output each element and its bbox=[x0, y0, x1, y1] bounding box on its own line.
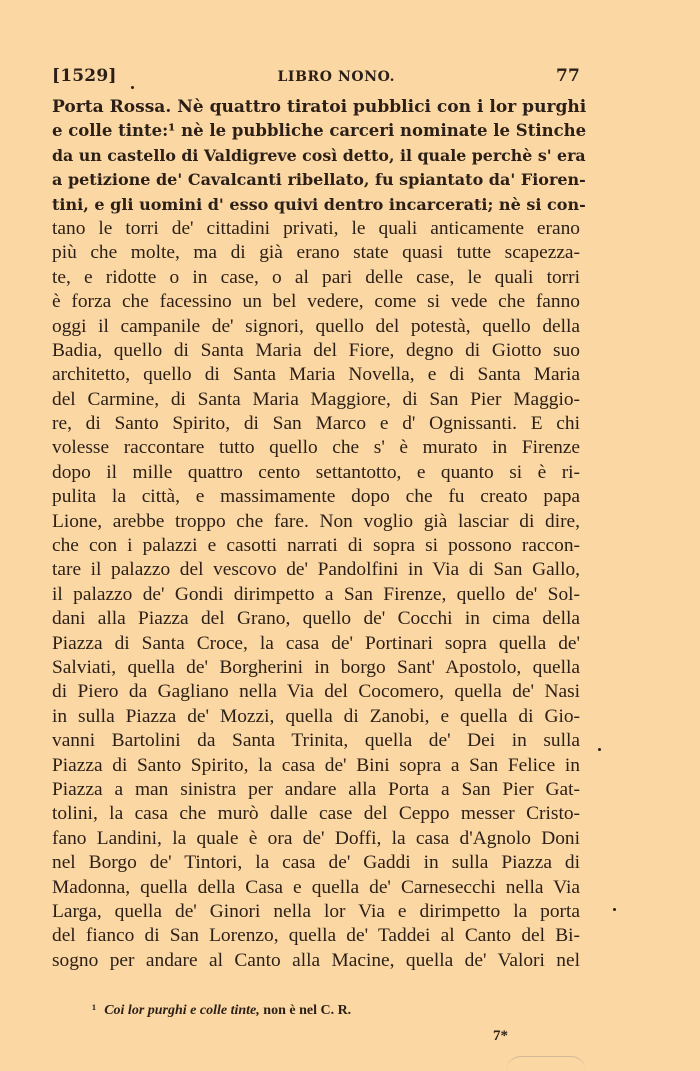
stray-dot bbox=[131, 86, 134, 89]
signature-mark: 7* bbox=[493, 1028, 508, 1044]
text-line: Piazza di Santo Spirito, la casa de' Bini sopra a San Felice in bbox=[52, 754, 580, 776]
text-line: Piazza a man sinistra per andare alla Porta a San Pier Gat- bbox=[52, 778, 580, 800]
scan-watermark bbox=[506, 1056, 586, 1071]
text-line: in sulla Piazza de' Mozzi, quella di Zanobi, e quella di Gio- bbox=[52, 705, 580, 727]
footnote-text: non è nel C. R. bbox=[259, 1003, 352, 1018]
text-line: dopo il mille quattro cento settantotto, e quanto si è ri- bbox=[52, 461, 580, 483]
text-line: tolini, la casa che murò dalle case del Ceppo messer Cristo- bbox=[52, 803, 580, 825]
running-head bbox=[52, 66, 580, 88]
text-line: vanni Bartolini da Santa Trinita, quella de' Dei in sulla bbox=[52, 730, 580, 752]
page-number: 77 bbox=[555, 66, 580, 86]
text-line: è forza che facessino un bel vedere, come si vede che fanno bbox=[52, 291, 580, 313]
book-title: LIBRO NONO. bbox=[277, 69, 396, 85]
text-line: tare il palazzo del vescovo de' Pandolfini in Via di San Gallo, bbox=[52, 559, 580, 581]
text-line: Piazza di Santa Croce, la casa de' Portinari sopra quella de' bbox=[52, 632, 580, 654]
text-line: e colle tinte:¹ nè le pubbliche carceri nominate le Stinche bbox=[52, 121, 587, 141]
text-line: a petizione de' Cavalcanti ribellato, fu spiantato da' Fioren- bbox=[52, 170, 586, 190]
text-line: Porta Rossa. Nè quattro tiratoi pubblici con i lor purghi bbox=[52, 97, 587, 117]
stray-dot bbox=[613, 908, 616, 911]
text-line: tini, e gli uomini d' esso quivi dentro incarcerati; nè si con- bbox=[52, 194, 586, 214]
text-line: da un castello di Valdigreve così detto, il quale perchè s' era bbox=[52, 145, 586, 165]
text-line: di Piero da Gagliano nella Via del Cocomero, quella de' Nasi bbox=[52, 681, 580, 703]
book-page bbox=[52, 66, 587, 973]
text-line: del Carmine, di Santa Maria Maggiore, di San Pier Maggio- bbox=[52, 388, 580, 410]
footnote-marker: ¹ bbox=[92, 1003, 97, 1018]
text-line: architetto, quello di Santa Maria Novella, e di Santa Maria bbox=[52, 364, 580, 386]
text-line: Badia, quello di Santa Maria del Fiore, degno di Giotto suo bbox=[52, 339, 580, 361]
text-line: Lione, arebbe troppo che fare. Non voglio già lasciar di dire, bbox=[52, 510, 580, 532]
text-line: volesse raccontare tutto quello che s' è murato in Firenze bbox=[52, 437, 580, 459]
footnote bbox=[92, 1003, 351, 1019]
text-line: il palazzo de' Gondi dirimpetto a San Firenze, quello de' Sol- bbox=[52, 583, 580, 605]
text-line: pulita la città, e massimamente dopo che fu creato papa bbox=[52, 486, 580, 508]
text-line: più che molte, ma di già erano state quasi tutte scapezza- bbox=[52, 242, 580, 264]
text-line: fano Landini, la quale è ora de' Doffi, la casa d'Agnolo Doni bbox=[52, 827, 580, 849]
text-line: che con i palazzi e casotti narrati di sopra si possono raccon- bbox=[52, 535, 580, 557]
footnote-italic-text: Coi lor purghi e colle tinte, bbox=[104, 1003, 260, 1018]
text-line: nel Borgo de' Tintori, la casa de' Gaddi in sulla Piazza di bbox=[52, 852, 580, 874]
text-line: Larga, quella de' Ginori nella lor Via e dirimpetto la porta bbox=[52, 900, 580, 922]
body-text bbox=[52, 95, 587, 973]
text-line: re, di Santo Spirito, di San Marco e d' Ognissanti. E chi bbox=[52, 413, 580, 435]
text-line: te, e ridotte o in case, o al pari delle case, le quali torri bbox=[52, 266, 580, 288]
text-line: del fianco di San Lorenzo, quella de' Taddei al Canto del Bi- bbox=[52, 925, 580, 947]
text-line: tano le torri de' cittadini privati, le quali anticamente erano bbox=[52, 217, 580, 239]
text-line: Madonna, quella della Casa e quella de' Carnesecchi nella Via bbox=[52, 876, 580, 898]
text-line: sogno per andare al Canto alla Macine, quella de' Valori nel bbox=[52, 949, 580, 971]
text-line: oggi il campanile de' signori, quello del potestà, quello della bbox=[52, 315, 580, 337]
stray-dot bbox=[598, 748, 601, 751]
text-line: dani alla Piazza del Grano, quello de' Cocchi in cima della bbox=[52, 608, 580, 630]
text-line: Salviati, quella de' Borgherini in borgo Sant' Apostolo, quella bbox=[52, 656, 580, 678]
year-label: [1529] bbox=[52, 66, 117, 86]
